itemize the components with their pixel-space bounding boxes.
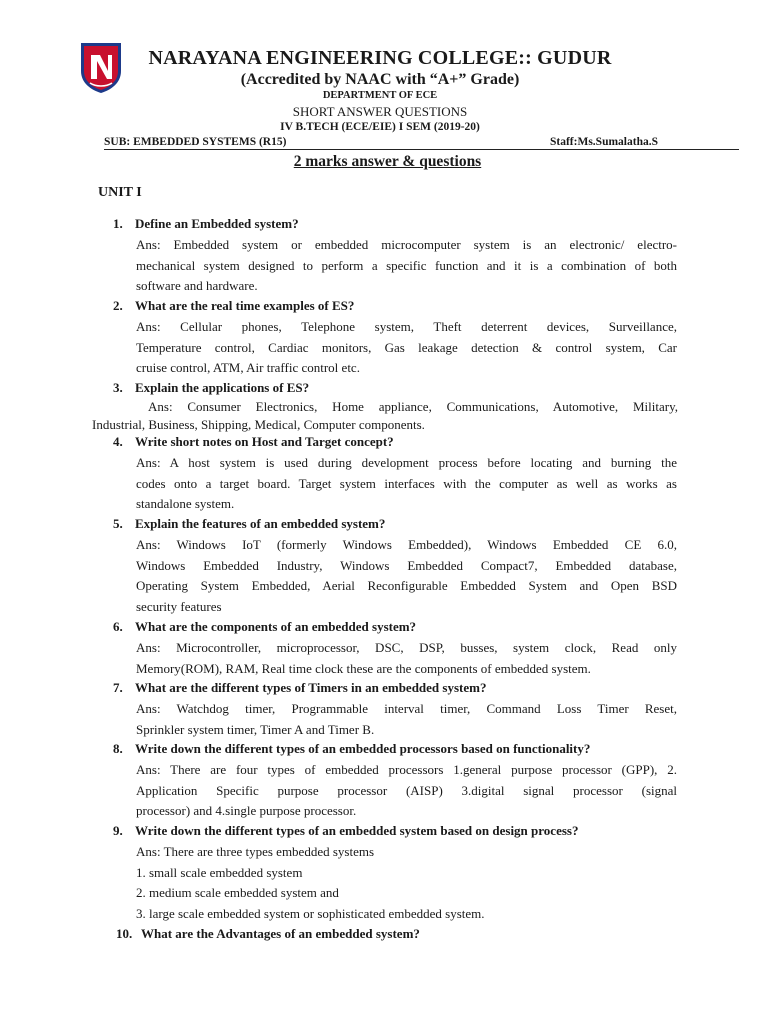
question-text: Write down the different types of an embedded processors based on functionality? bbox=[135, 741, 591, 756]
question-text: Explain the features of an embedded system? bbox=[135, 516, 386, 531]
answer-line: Industrial, Business, Shipping, Medical, Computer components. bbox=[92, 417, 425, 432]
answer-6 bbox=[136, 638, 677, 679]
answer-line: Ans: Consumer Electronics, Home appliance, Communications, Automotive, Military, bbox=[148, 399, 678, 414]
question-number: 9. bbox=[113, 823, 123, 838]
answer-line: Ans: Embedded system or embedded microcomputer system is an electronic/ electro- bbox=[136, 237, 677, 252]
answer-line: Ans: There are four types of embedded processors 1.general purpose processor (GPP), 2. bbox=[136, 762, 677, 777]
question-7 bbox=[113, 680, 486, 696]
question-text: What are the Advantages of an embedded system? bbox=[141, 926, 420, 941]
answer-line: processor) and 4.single purpose processor. bbox=[136, 803, 357, 818]
question-9 bbox=[113, 823, 578, 839]
question-text: What are the components of an embedded system? bbox=[135, 619, 417, 634]
question-10 bbox=[116, 926, 420, 942]
answer-line: Operating System Embedded, Aerial Reconfigurable Embedded System and Open BSD bbox=[136, 578, 677, 593]
answer-line: standalone system. bbox=[136, 496, 235, 511]
question-number: 2. bbox=[113, 298, 123, 313]
question-number: 4. bbox=[113, 434, 123, 449]
question-number: 7. bbox=[113, 680, 123, 695]
answer-8 bbox=[136, 760, 677, 822]
question-number: 5. bbox=[113, 516, 123, 531]
answer-line: Ans: Watchdog timer, Programmable interval timer, Command Loss Timer Reset, bbox=[136, 701, 677, 716]
question-number: 6. bbox=[113, 619, 123, 634]
answer-line: Ans: Microcontroller, microprocessor, DSC, DSP, busses, system clock, Read only bbox=[136, 640, 677, 655]
marks-title: 2 marks answer & questions bbox=[293, 153, 482, 170]
answer-line: Ans: Cellular phones, Telephone system, Theft deterrent devices, Surveillance, bbox=[136, 319, 677, 334]
question-8 bbox=[113, 741, 590, 757]
answer-line: Windows Embedded Industry, Windows Embedded Compact7, Embedded database, bbox=[136, 557, 677, 573]
question-number: 10. bbox=[116, 926, 133, 941]
answer-3 bbox=[92, 398, 678, 434]
answer-line: codes onto a target board. Target system interfaces with the computer as well as works as bbox=[136, 475, 677, 491]
question-number: 1. bbox=[113, 216, 123, 231]
list-item: 1. small scale embedded system bbox=[136, 864, 303, 880]
semester: IV B.TECH (ECE/EIE) I SEM (2019-20) bbox=[280, 121, 480, 133]
question-number: 3. bbox=[113, 380, 123, 395]
answer-line: Ans: There are three types embedded systems bbox=[136, 844, 375, 859]
list-item: 2. medium scale embedded system and bbox=[136, 885, 339, 900]
question-text: Define an Embedded system? bbox=[135, 216, 299, 231]
answer-line: cruise control, ATM, Air traffic control etc. bbox=[136, 360, 360, 375]
answer-line: Ans: A host system is used during development process before locating and burning the bbox=[136, 455, 677, 470]
answer-2 bbox=[136, 317, 677, 379]
question-text: What are the different types of Timers in an embedded system? bbox=[135, 680, 487, 695]
accreditation: (Accredited by NAAC with “A+” Grade) bbox=[240, 71, 520, 88]
answer-line: mechanical system designed to perform a specific function and it is a combination of both bbox=[136, 257, 677, 273]
staff: Staff:Ms.Sumalatha.S bbox=[550, 136, 658, 148]
answer-line: Memory(ROM), RAM, Real time clock these are the components of embedded system. bbox=[136, 660, 591, 676]
unit-heading: UNIT I bbox=[98, 185, 142, 200]
question-number: 8. bbox=[113, 741, 123, 756]
question-1 bbox=[113, 216, 299, 232]
question-5 bbox=[113, 516, 385, 532]
answer-line: Application Specific purpose processor (AISP) 3.digital signal processor (signal bbox=[136, 782, 677, 798]
subject: SUB: EMBEDDED SYSTEMS (R15) bbox=[104, 136, 287, 148]
question-4 bbox=[113, 434, 394, 450]
document-type: SHORT ANSWER QUESTIONS bbox=[292, 104, 468, 119]
answer-1 bbox=[136, 235, 677, 297]
department: DEPARTMENT OF ECE bbox=[322, 90, 438, 101]
answer-line: Ans: Windows IoT (formerly Windows Embedded), Windows Embedded CE 6.0, bbox=[136, 537, 677, 552]
answer-5 bbox=[136, 535, 677, 617]
question-3 bbox=[113, 380, 309, 396]
question-2 bbox=[113, 298, 354, 314]
answer-line: Sprinkler system timer, Timer A and Timer B. bbox=[136, 721, 375, 737]
question-text: Write short notes on Host and Target concept? bbox=[135, 434, 394, 449]
answer-7 bbox=[136, 699, 677, 740]
college-logo-icon bbox=[78, 41, 124, 95]
question-6 bbox=[113, 619, 416, 635]
answer-9 bbox=[136, 842, 677, 924]
question-text: Write down the different types of an embedded system based on design process? bbox=[135, 823, 579, 838]
question-text: Explain the applications of ES? bbox=[135, 380, 310, 395]
subject-row bbox=[104, 136, 739, 150]
question-text: What are the real time examples of ES? bbox=[135, 298, 355, 313]
answer-line: software and hardware. bbox=[136, 278, 258, 293]
answer-line: Temperature control, Cardiac monitors, Gas leakage detection & control system, Car bbox=[136, 339, 677, 355]
list-item: 3. large scale embedded system or sophisticated embedded system. bbox=[136, 905, 485, 921]
answer-line: security features bbox=[136, 598, 222, 614]
answer-4 bbox=[136, 453, 677, 515]
college-name: NARAYANA ENGINEERING COLLEGE:: GUDUR bbox=[148, 47, 612, 69]
